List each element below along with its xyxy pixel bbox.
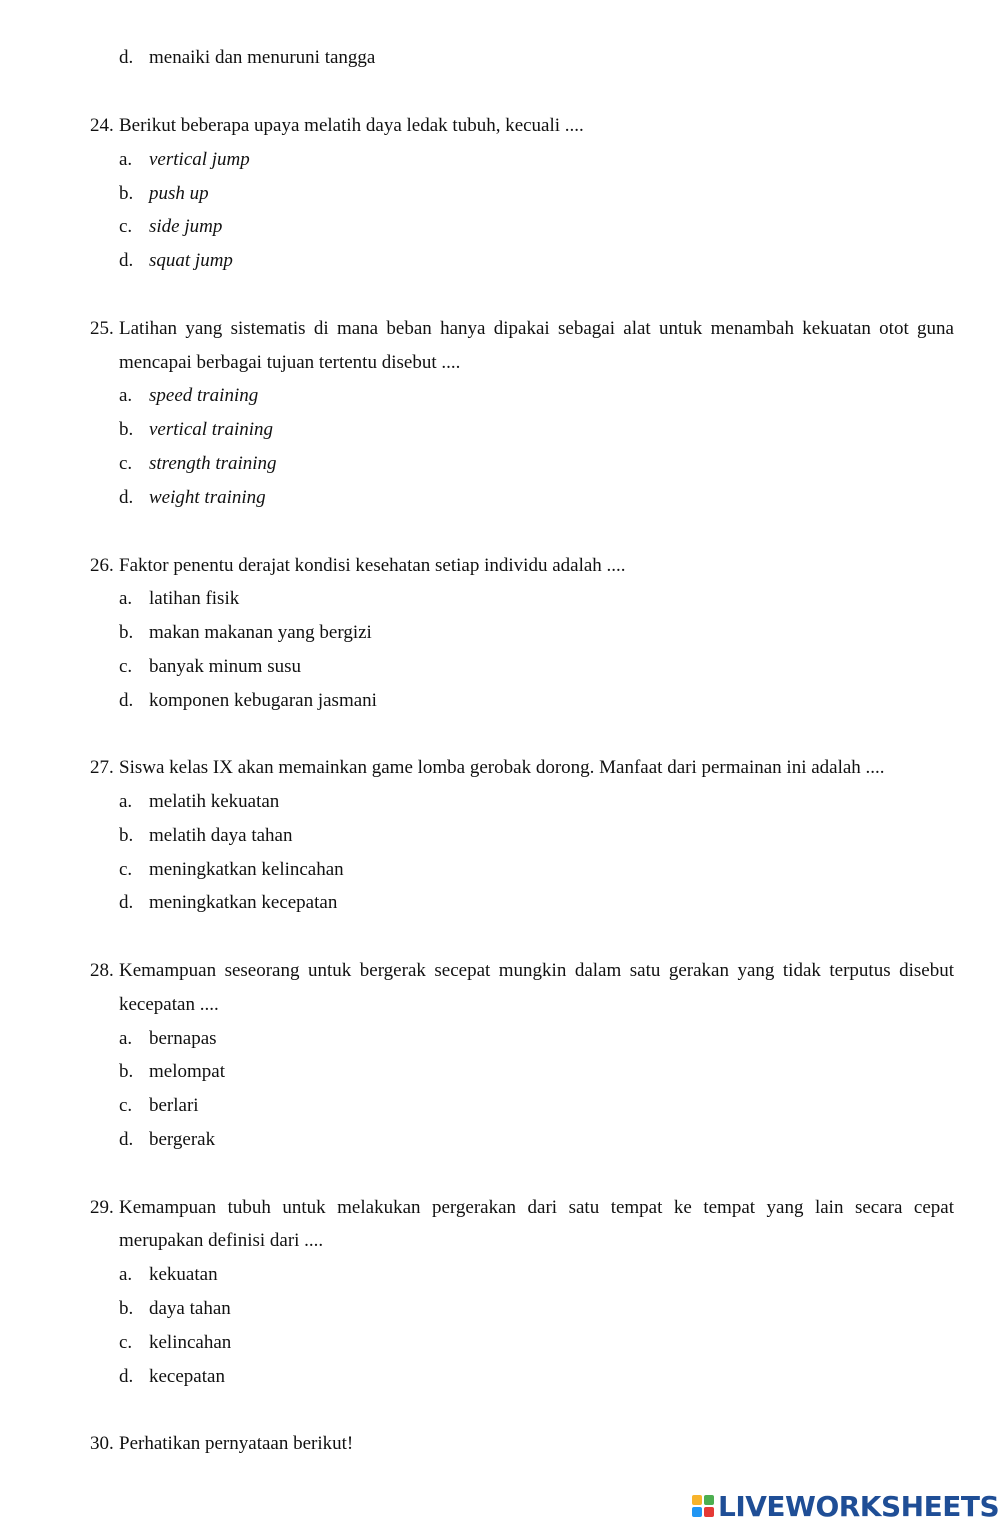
option-letter: a. [119, 791, 133, 812]
question-number: 29. [90, 1197, 114, 1218]
question-text: Perhatikan pernyataan berikut! [119, 1433, 354, 1454]
question-number: 27. [90, 757, 114, 778]
option-letter: b. [119, 183, 134, 204]
option-letter: b. [119, 419, 134, 440]
liveworksheets-logo[interactable] [692, 1488, 999, 1524]
question-text: Siswa kelas IX akan memainkan game lomba gerobak dorong. Manfaat dari permainan ini adalah .... [119, 757, 885, 778]
logo-tile [692, 1507, 702, 1517]
option-letter: d. [119, 250, 134, 271]
question-text: Berikut beberapa upaya melatih daya ledak tubuh, kecuali .... [119, 115, 584, 136]
option-letter: c. [119, 859, 133, 880]
question-text: merupakan definisi dari .... [119, 1230, 324, 1251]
option-letter: b. [119, 1298, 134, 1319]
option-letter: c. [119, 1332, 133, 1353]
option-text: komponen kebugaran jasmani [149, 690, 377, 711]
question-number: 25. [90, 318, 114, 339]
option-text: bergerak [149, 1129, 216, 1150]
question-number: 30. [90, 1433, 114, 1454]
option-letter: a. [119, 1264, 133, 1285]
option-letter: c. [119, 453, 133, 474]
option-letter: c. [119, 1095, 133, 1116]
option-text: makan makanan yang bergizi [149, 622, 372, 643]
option-letter: d. [119, 690, 134, 711]
option-text: melatih kekuatan [149, 791, 280, 812]
question-text: Kemampuan tubuh untuk melakukan pergerakan dari satu tempat ke tempat yang lain secara cepat [119, 1197, 954, 1218]
option-text: speed training [149, 385, 259, 406]
option-letter: c. [119, 216, 133, 237]
option-text: strength training [149, 453, 277, 474]
question-text: Kemampuan seseorang untuk bergerak secepat mungkin dalam satu gerakan yang tidak terputus disebut [119, 960, 954, 981]
logo-text: LIVEWORKSHEETS [718, 1489, 1000, 1523]
option-text: meningkatkan kelincahan [149, 859, 344, 880]
logo-tile [704, 1495, 714, 1505]
option-text: vertical training [149, 419, 274, 440]
option-text: daya tahan [149, 1298, 231, 1319]
option-letter: a. [119, 385, 133, 406]
option-text: kekuatan [149, 1264, 218, 1285]
option-letter: b. [119, 1061, 134, 1082]
option-letter: c. [119, 656, 133, 677]
option-letter: b. [119, 622, 134, 643]
option-letter: d. [119, 487, 134, 508]
option-letter: d. [119, 47, 134, 68]
question-text: Latihan yang sistematis di mana beban hanya dipakai sebagai alat untuk menambah kekuatan otot guna [119, 318, 954, 339]
option-text: latihan fisik [149, 588, 240, 609]
option-letter: a. [119, 149, 133, 170]
question-number: 26. [90, 555, 114, 576]
option-text: melatih daya tahan [149, 825, 293, 846]
question-number: 28. [90, 960, 114, 981]
option-text: weight training [149, 487, 266, 508]
option-letter: d. [119, 892, 134, 913]
logo-tile [692, 1495, 702, 1505]
option-text: menaiki dan menuruni tangga [149, 47, 376, 68]
option-text: banyak minum susu [149, 656, 301, 677]
option-letter: d. [119, 1366, 134, 1387]
option-text: vertical jump [149, 149, 250, 170]
question-number: 24. [90, 115, 114, 136]
option-text: meningkatkan kecepatan [149, 892, 338, 913]
option-text: melompat [149, 1061, 225, 1082]
question-text: Faktor penentu derajat kondisi kesehatan setiap individu adalah .... [119, 555, 626, 576]
option-letter: b. [119, 825, 134, 846]
option-text: push up [149, 183, 209, 204]
option-text: kelincahan [149, 1332, 232, 1353]
option-text: berlari [149, 1095, 199, 1116]
option-text: side jump [149, 216, 223, 237]
logo-tile [704, 1507, 714, 1517]
option-text: squat jump [149, 250, 233, 271]
option-letter: a. [119, 588, 133, 609]
option-text: kecepatan [149, 1366, 225, 1387]
option-letter: d. [119, 1129, 134, 1150]
option-letter: a. [119, 1028, 133, 1049]
option-text: bernapas [149, 1028, 217, 1049]
liveworksheets-logo-icon [692, 1495, 714, 1517]
question-text: mencapai berbagai tujuan tertentu disebut .... [119, 352, 461, 373]
question-text: kecepatan .... [119, 994, 219, 1015]
